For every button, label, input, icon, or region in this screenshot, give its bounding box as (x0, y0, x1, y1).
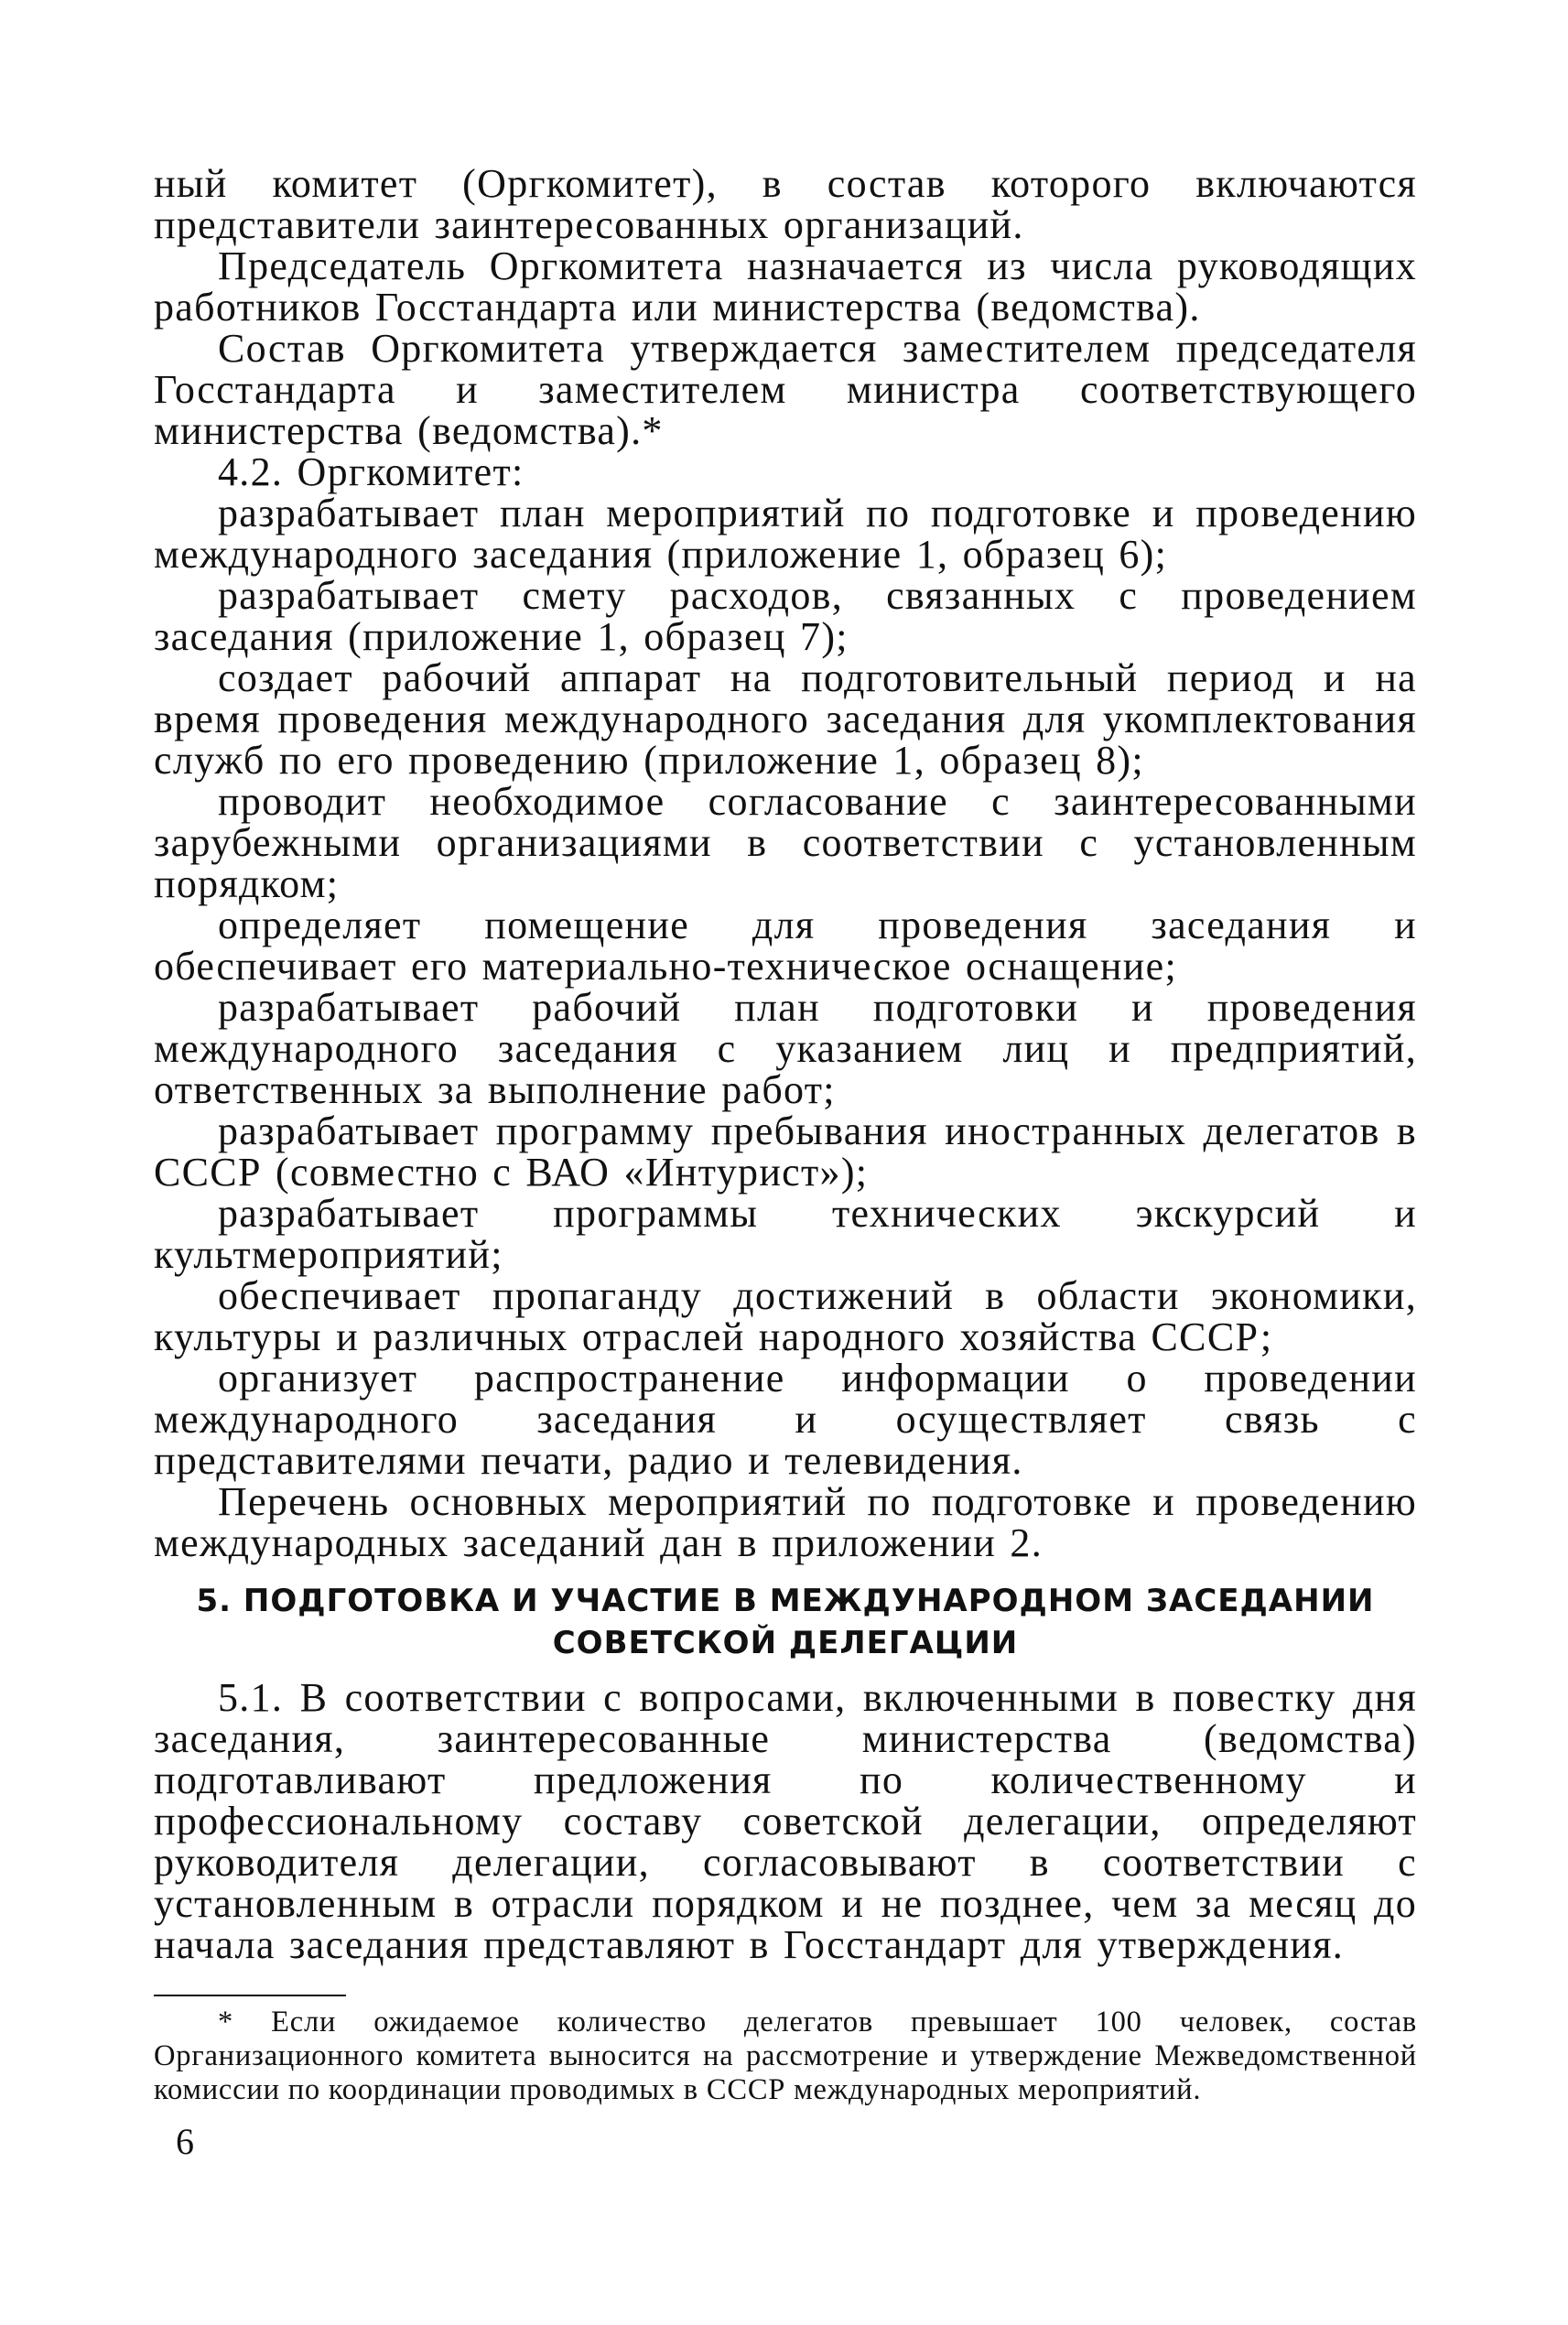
list-paragraph: разрабатывает рабочий план подготовки и проведения международного заседания с указанием лиц и предприятий, ответственных за выполнение работ; (154, 985, 1417, 1112)
document-page (154, 163, 1417, 2163)
main-text-bottom (154, 1677, 1417, 1965)
paragraph: ный комитет (Оргкомитет), в состав которого включаются представители заинтересованных организаций. (154, 161, 1417, 247)
footnote-divider (154, 1995, 346, 1996)
footnote: * Если ожидаемое количество делегатов превышает 100 человек, состав Организационного комитета выносится на рассмотрение и утверждение Межведомственной комиссии по координации проводимых в СССР международных мероприятий. (154, 2006, 1417, 2106)
list-paragraph: проводит необходимое согласование с заинтересованными зарубежными организациями в соответствии с установленным порядком; (154, 779, 1417, 906)
section-heading (154, 1580, 1417, 1664)
list-paragraph: разрабатывает программы технических экскурсий и культмероприятий; (154, 1191, 1417, 1277)
list-paragraph: создает рабочий аппарат на подготовительный период и на время проведения международного заседания для укомплектования служб по его проведению (приложение 1, образец 8); (154, 655, 1417, 783)
list-paragraph: разрабатывает программу пребывания иностранных делегатов в СССР (совместно с ВАО «Интурист»); (154, 1108, 1417, 1195)
list-paragraph: разрабатывает план мероприятий по подготовке и проведению международного заседания (приложение 1, образец 6); (154, 491, 1417, 577)
paragraph: Состав Оргкомитета утверждается заместителем председателя Госстандарта и заместителем министра соответствующего министерства (ведомства).* (154, 326, 1417, 453)
paragraph: Перечень основных мероприятий по подготовке и проведению международных заседаний дан в приложении 2. (154, 1479, 1417, 1565)
main-text-top (154, 163, 1417, 1563)
list-paragraph: организует распространение информации о проведении международного заседания и осуществляет связь с представителями печати, радио и телевидения. (154, 1356, 1417, 1483)
paragraph: 5.1. В соответствии с вопросами, включенными в повестку дня заседания, заинтересованные министерства (ведомства) подготавливают предложения по количественному и профессиональному составу советской делегации, определяют руководителя делегации, согласовывают в соответствии с установленным в отрасли порядком и не позднее, чем за месяц до начала заседания представляют в Госстандарт для утверждения. (154, 1675, 1417, 1967)
paragraph: Председатель Оргкомитета назначается из числа руководящих работников Госстандарта или министерства (ведомства). (154, 243, 1417, 330)
paragraph-clause-heading: 4.2. Оргкомитет: (218, 449, 524, 494)
section-heading-line-1: 5. ПОДГОТОВКА И УЧАСТИЕ В МЕЖДУНАРОДНОМ ЗАСЕДАНИИ (196, 1583, 1375, 1619)
list-paragraph: определяет помещение для проведения заседания и обеспечивает его материально-техническое оснащение; (154, 903, 1417, 989)
section-heading-line-2: СОВЕТСКОЙ ДЕЛЕГАЦИИ (552, 1625, 1019, 1661)
list-paragraph: обеспечивает пропаганду достижений в области экономики, культуры и различных отраслей народного хозяйства СССР; (154, 1273, 1417, 1359)
page-number: 6 (176, 2121, 194, 2162)
list-paragraph: разрабатывает смету расходов, связанных с проведением заседания (приложение 1, образец 7); (154, 573, 1417, 659)
